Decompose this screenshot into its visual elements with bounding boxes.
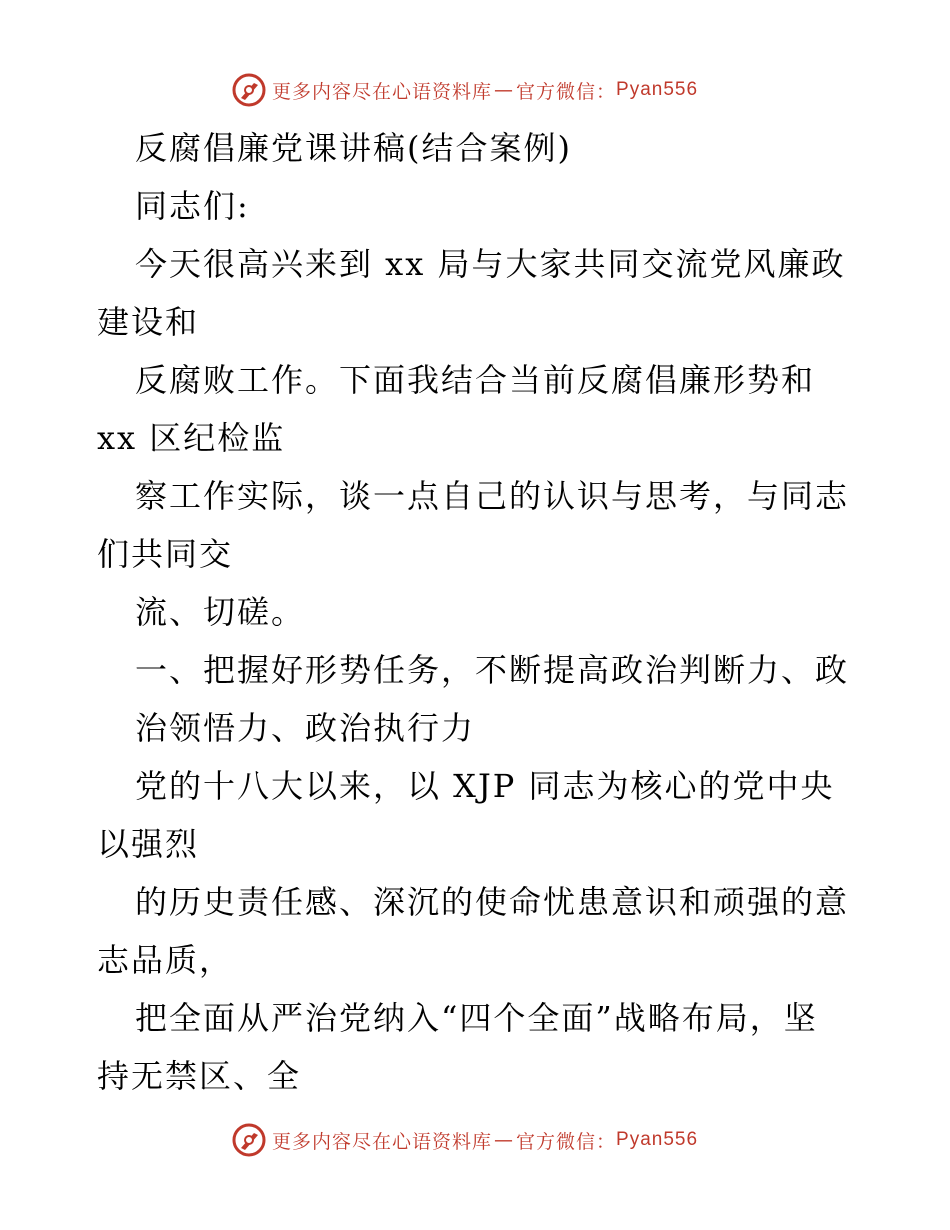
footer-banner <box>232 1120 698 1160</box>
banner-text: 更多内容尽在心语资料库 <box>272 80 493 103</box>
banner-text: 更多内容尽在心语资料库 <box>272 1130 493 1153</box>
banner-wechat-id: Pyan556 <box>616 79 699 100</box>
text-line: 流、切磋。 <box>135 593 306 631</box>
quill-logo-icon <box>232 1123 266 1157</box>
header-banner <box>232 70 698 110</box>
text-line: 反腐败工作。下面我结合当前反腐倡廉形势和 <box>135 361 816 399</box>
banner-wechat-id: Pyan556 <box>616 1129 699 1150</box>
quill-logo-icon <box>232 73 266 107</box>
banner-wechat-label: 官方微信： <box>516 1130 617 1153</box>
banner-separator: — <box>494 79 515 101</box>
text-line: 同志们: <box>135 187 250 225</box>
text-line: 们共同交 <box>97 535 234 573</box>
section-heading: 一、把握好形势任务，不断提高政治判断力、政 <box>135 651 850 689</box>
text-line: 建设和 <box>97 303 200 341</box>
text-line: 以强烈 <box>97 825 200 863</box>
text-line: 持无禁区、全 <box>97 1057 302 1095</box>
text-line: 志品质， <box>97 941 234 979</box>
text-line: 把全面从严治党纳入“四个全面”战略布局，坚 <box>135 999 818 1037</box>
banner-wechat-label: 官方微信： <box>516 80 617 103</box>
banner-separator: — <box>494 1129 515 1151</box>
text-line: 的历史责任感、深沉的使命忧患意识和顽强的意 <box>135 883 850 921</box>
document-title: 反腐倡廉党课讲稿(结合案例) <box>135 129 572 167</box>
text-line: 党的十八大以来，以 XJP 同志为核心的党中央 <box>135 767 835 805</box>
section-heading: 治领悟力、政治执行力 <box>135 709 476 747</box>
text-line: 今天很高兴来到 xx 局与大家共同交流党风廉政 <box>135 245 846 283</box>
text-line: xx 区纪检监 <box>97 419 286 457</box>
text-line: 察工作实际，谈一点自己的认识与思考，与同志 <box>135 477 850 515</box>
